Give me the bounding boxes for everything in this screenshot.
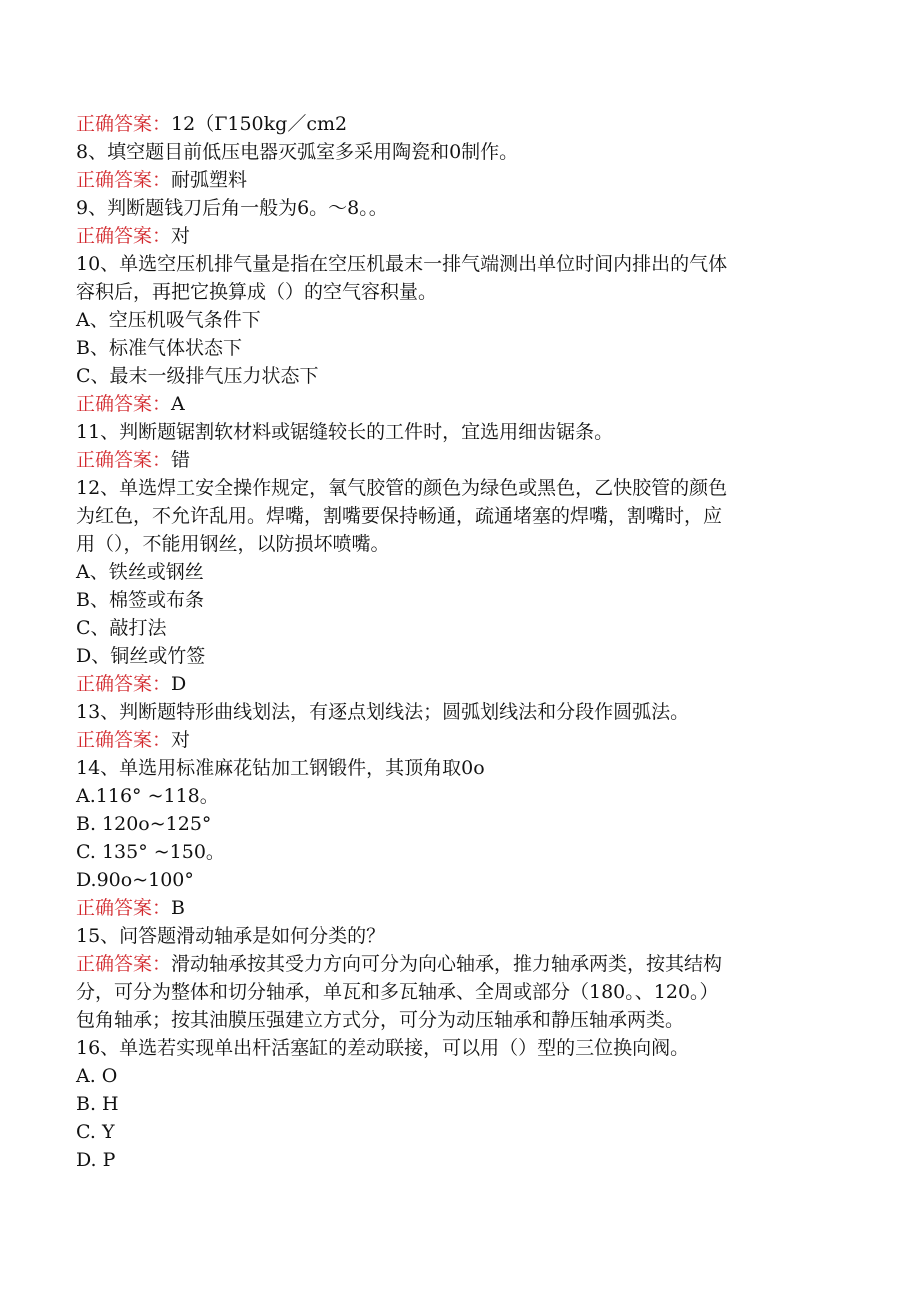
line-text: 9、判断题钱刀后角一般为6。～8。。 [76, 197, 388, 219]
line-text: B、棉签或布条 [76, 589, 204, 611]
question-line [76, 1006, 826, 1034]
question-line [76, 334, 826, 362]
line-text: C、敲打法 [76, 617, 167, 639]
question-line [76, 558, 826, 586]
line-text: B. 120o~125° [76, 813, 212, 835]
answer-text: B [171, 897, 185, 919]
line-text: 15、问答题滑动轴承是如何分类的？ [76, 925, 386, 947]
correct-answer-label: 正确答案： [76, 169, 172, 191]
answer-line [76, 950, 826, 978]
answer-line [76, 222, 826, 250]
line-text: 16、单选若实现单出杆活塞缸的差动联接，可以用（）型的三位换向阀。 [76, 1037, 690, 1059]
question-line [76, 754, 826, 782]
question-line [76, 306, 826, 334]
line-text: 12、单选焊工安全操作规定，氧气胶管的颜色为绿色或黑色，乙快胶管的颜色 [76, 477, 728, 499]
line-text: 容积后，再把它换算成（）的空气容积量。 [76, 281, 438, 303]
question-line [76, 1118, 826, 1146]
line-text: B. H [76, 1093, 119, 1115]
line-text: A. O [76, 1065, 118, 1087]
line-text: 包角轴承；按其油膜压强建立方式分，可分为动压轴承和静压轴承两类。 [76, 1009, 685, 1031]
question-line [76, 642, 826, 670]
question-line [76, 1034, 826, 1062]
question-line [76, 698, 826, 726]
line-text: 8、填空题目前低压电器灭弧室多采用陶瓷和0制作。 [76, 141, 519, 163]
question-line [76, 474, 826, 502]
answer-line [76, 726, 826, 754]
line-text: B、标准气体状态下 [76, 337, 242, 359]
line-text: 用（），不能用钢丝，以防损坏喷嘴。 [76, 533, 390, 555]
answer-text: 错 [171, 449, 191, 471]
answer-line [76, 110, 826, 138]
line-text: D. P [76, 1149, 116, 1171]
question-line [76, 138, 826, 166]
correct-answer-label: 正确答案： [76, 953, 172, 975]
question-line [76, 1062, 826, 1090]
question-line [76, 530, 826, 558]
question-line [76, 502, 826, 530]
answer-text: 耐弧塑料 [171, 169, 248, 191]
answer-text: 对 [171, 225, 191, 247]
line-text: A.116° ~118。 [76, 785, 219, 807]
question-line [76, 838, 826, 866]
correct-answer-label: 正确答案： [76, 673, 172, 695]
line-text: 为红色，不允许乱用。焊嘴，割嘴要保持畅通，疏通堵塞的焊嘴，割嘴时，应 [76, 505, 723, 527]
answer-text: 对 [171, 729, 191, 751]
question-line [76, 782, 826, 810]
answer-line [76, 894, 826, 922]
line-text: 10、单选空压机排气量是指在空压机最末一排气端测出单位时间内排出的气体 [76, 253, 728, 275]
line-text: D.90o~100° [76, 869, 194, 891]
line-text: C. Y [76, 1121, 115, 1143]
answer-text: 滑动轴承按其受力方向可分为向心轴承，推力轴承两类，按其结构 [171, 953, 723, 975]
correct-answer-label: 正确答案： [76, 225, 172, 247]
line-text: C. 135° ~150。 [76, 841, 225, 863]
line-text: C、最末一级排气压力状态下 [76, 365, 319, 387]
line-text: A、空压机吸气条件下 [76, 309, 261, 331]
question-line [76, 1090, 826, 1118]
line-text: 分，可分为整体和切分轴承，单瓦和多瓦轴承、全周或部分（180。、120。） [76, 981, 719, 1003]
correct-answer-label: 正确答案： [76, 393, 172, 415]
correct-answer-label: 正确答案： [76, 729, 172, 751]
question-line [76, 362, 826, 390]
question-line [76, 278, 826, 306]
question-line [76, 866, 826, 894]
question-line [76, 978, 826, 1006]
question-line [76, 922, 826, 950]
question-line [76, 418, 826, 446]
line-text: 11、判断题锯割软材料或锯缝较长的工件时，宜选用细齿锯条。 [76, 421, 614, 443]
correct-answer-label: 正确答案： [76, 113, 172, 135]
question-line [76, 1146, 826, 1174]
correct-answer-label: 正确答案： [76, 449, 172, 471]
answer-line [76, 166, 826, 194]
question-line [76, 810, 826, 838]
line-text: 13、判断题特形曲线划法，有逐点划线法；圆弧划线法和分段作圆弧法。 [76, 701, 690, 723]
answer-text: A [171, 393, 185, 415]
answer-text: 12（Γ150kg／cm2 [171, 113, 348, 135]
answer-text: D [171, 673, 187, 695]
correct-answer-label: 正确答案： [76, 897, 172, 919]
line-text: A、铁丝或钢丝 [76, 561, 204, 583]
answer-line [76, 670, 826, 698]
question-line [76, 194, 826, 222]
answer-line [76, 446, 826, 474]
question-line [76, 586, 826, 614]
line-text: D、铜丝或竹签 [76, 645, 206, 667]
line-text: 14、单选用标准麻花钻加工钢锻件，其顶角取0o [76, 757, 485, 779]
answer-line [76, 390, 826, 418]
question-line [76, 250, 826, 278]
question-line [76, 614, 826, 642]
